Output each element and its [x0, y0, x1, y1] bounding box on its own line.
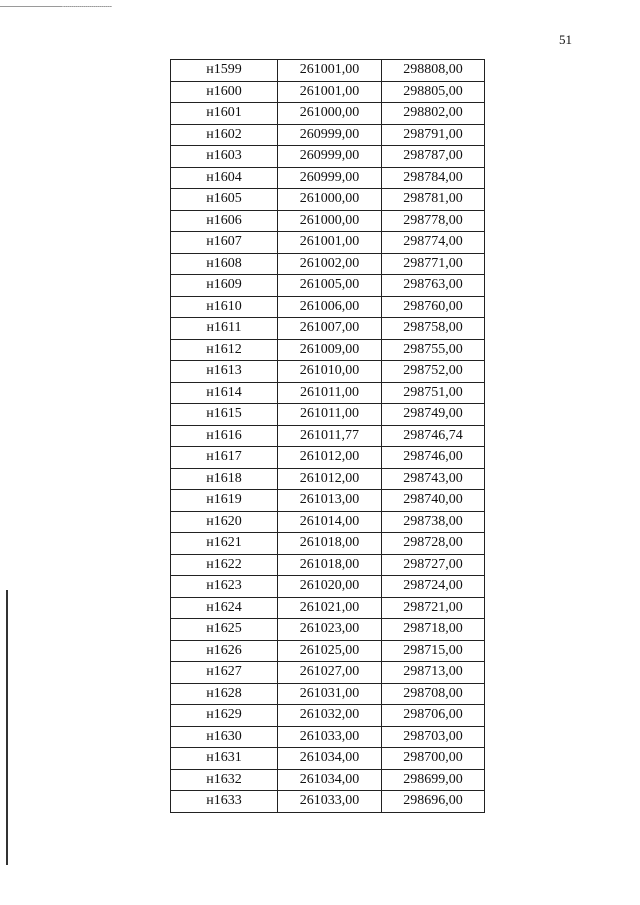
scan-artifact-left-edge	[6, 590, 8, 865]
x-coordinate-cell: 261021,00	[278, 597, 382, 619]
point-id-cell: н1626	[171, 640, 278, 662]
x-coordinate-cell: 261034,00	[278, 769, 382, 791]
point-id-cell: н1613	[171, 361, 278, 383]
point-id-cell: н1621	[171, 533, 278, 555]
x-coordinate-cell: 261018,00	[278, 554, 382, 576]
point-id-cell: н1619	[171, 490, 278, 512]
x-coordinate-cell: 261014,00	[278, 511, 382, 533]
x-coordinate-cell: 261023,00	[278, 619, 382, 641]
point-id-cell: н1620	[171, 511, 278, 533]
x-coordinate-cell: 261002,00	[278, 253, 382, 275]
x-coordinate-cell: 261011,00	[278, 382, 382, 404]
y-coordinate-cell: 298791,00	[382, 124, 485, 146]
table-row	[171, 60, 485, 82]
x-coordinate-cell: 261012,00	[278, 447, 382, 469]
y-coordinate-cell: 298738,00	[382, 511, 485, 533]
x-coordinate-cell: 261006,00	[278, 296, 382, 318]
y-coordinate-cell: 298771,00	[382, 253, 485, 275]
table-row	[171, 339, 485, 361]
y-coordinate-cell: 298808,00	[382, 60, 485, 82]
y-coordinate-cell: 298802,00	[382, 103, 485, 125]
y-coordinate-cell: 298699,00	[382, 769, 485, 791]
x-coordinate-cell: 261032,00	[278, 705, 382, 727]
coordinates-table	[170, 59, 485, 813]
y-coordinate-cell: 298696,00	[382, 791, 485, 813]
point-id-cell: н1611	[171, 318, 278, 340]
x-coordinate-cell: 261020,00	[278, 576, 382, 598]
point-id-cell: н1615	[171, 404, 278, 426]
x-coordinate-cell: 261001,00	[278, 81, 382, 103]
x-coordinate-cell: 261033,00	[278, 726, 382, 748]
y-coordinate-cell: 298755,00	[382, 339, 485, 361]
table-row	[171, 124, 485, 146]
table-row	[171, 619, 485, 641]
table-row	[171, 253, 485, 275]
y-coordinate-cell: 298728,00	[382, 533, 485, 555]
table-row	[171, 210, 485, 232]
y-coordinate-cell: 298700,00	[382, 748, 485, 770]
point-id-cell: н1630	[171, 726, 278, 748]
table-row	[171, 447, 485, 469]
table-row	[171, 748, 485, 770]
point-id-cell: н1599	[171, 60, 278, 82]
table-row	[171, 425, 485, 447]
table-row	[171, 275, 485, 297]
table-row	[171, 554, 485, 576]
point-id-cell: н1617	[171, 447, 278, 469]
y-coordinate-cell: 298763,00	[382, 275, 485, 297]
x-coordinate-cell: 260999,00	[278, 146, 382, 168]
y-coordinate-cell: 298778,00	[382, 210, 485, 232]
table-row	[171, 232, 485, 254]
y-coordinate-cell: 298743,00	[382, 468, 485, 490]
point-id-cell: н1614	[171, 382, 278, 404]
y-coordinate-cell: 298787,00	[382, 146, 485, 168]
x-coordinate-cell: 260999,00	[278, 167, 382, 189]
table-row	[171, 146, 485, 168]
x-coordinate-cell: 261011,00	[278, 404, 382, 426]
table-row	[171, 103, 485, 125]
x-coordinate-cell: 261013,00	[278, 490, 382, 512]
table-row	[171, 705, 485, 727]
y-coordinate-cell: 298760,00	[382, 296, 485, 318]
y-coordinate-cell: 298746,00	[382, 447, 485, 469]
point-id-cell: н1627	[171, 662, 278, 684]
x-coordinate-cell: 261010,00	[278, 361, 382, 383]
table-row	[171, 81, 485, 103]
point-id-cell: н1629	[171, 705, 278, 727]
x-coordinate-cell: 261000,00	[278, 103, 382, 125]
x-coordinate-cell: 261018,00	[278, 533, 382, 555]
table-row	[171, 382, 485, 404]
y-coordinate-cell: 298751,00	[382, 382, 485, 404]
x-coordinate-cell: 260999,00	[278, 124, 382, 146]
table-row	[171, 640, 485, 662]
point-id-cell: н1610	[171, 296, 278, 318]
y-coordinate-cell: 298740,00	[382, 490, 485, 512]
x-coordinate-cell: 261025,00	[278, 640, 382, 662]
point-id-cell: н1608	[171, 253, 278, 275]
x-coordinate-cell: 261031,00	[278, 683, 382, 705]
point-id-cell: н1623	[171, 576, 278, 598]
x-coordinate-cell: 261005,00	[278, 275, 382, 297]
table-row	[171, 189, 485, 211]
table-row	[171, 533, 485, 555]
point-id-cell: н1624	[171, 597, 278, 619]
table-row	[171, 404, 485, 426]
y-coordinate-cell: 298703,00	[382, 726, 485, 748]
x-coordinate-cell: 261000,00	[278, 189, 382, 211]
x-coordinate-cell: 261009,00	[278, 339, 382, 361]
table-row	[171, 167, 485, 189]
point-id-cell: н1618	[171, 468, 278, 490]
y-coordinate-cell: 298805,00	[382, 81, 485, 103]
y-coordinate-cell: 298724,00	[382, 576, 485, 598]
table-row	[171, 490, 485, 512]
x-coordinate-cell: 261001,00	[278, 232, 382, 254]
table-row	[171, 791, 485, 813]
y-coordinate-cell: 298715,00	[382, 640, 485, 662]
y-coordinate-cell: 298746,74	[382, 425, 485, 447]
y-coordinate-cell: 298781,00	[382, 189, 485, 211]
x-coordinate-cell: 261033,00	[278, 791, 382, 813]
x-coordinate-cell: 261011,77	[278, 425, 382, 447]
table-row	[171, 662, 485, 684]
point-id-cell: н1605	[171, 189, 278, 211]
y-coordinate-cell: 298708,00	[382, 683, 485, 705]
table-row	[171, 576, 485, 598]
point-id-cell: н1633	[171, 791, 278, 813]
point-id-cell: н1625	[171, 619, 278, 641]
y-coordinate-cell: 298721,00	[382, 597, 485, 619]
y-coordinate-cell: 298713,00	[382, 662, 485, 684]
y-coordinate-cell: 298752,00	[382, 361, 485, 383]
scan-artifact-top-dotted	[62, 6, 112, 7]
point-id-cell: н1631	[171, 748, 278, 770]
y-coordinate-cell: 298727,00	[382, 554, 485, 576]
point-id-cell: н1628	[171, 683, 278, 705]
y-coordinate-cell: 298706,00	[382, 705, 485, 727]
x-coordinate-cell: 261034,00	[278, 748, 382, 770]
point-id-cell: н1612	[171, 339, 278, 361]
x-coordinate-cell: 261027,00	[278, 662, 382, 684]
point-id-cell: н1607	[171, 232, 278, 254]
table-row	[171, 597, 485, 619]
point-id-cell: н1602	[171, 124, 278, 146]
point-id-cell: н1632	[171, 769, 278, 791]
table-row	[171, 769, 485, 791]
point-id-cell: н1604	[171, 167, 278, 189]
point-id-cell: н1609	[171, 275, 278, 297]
x-coordinate-cell: 261001,00	[278, 60, 382, 82]
point-id-cell: н1622	[171, 554, 278, 576]
x-coordinate-cell: 261000,00	[278, 210, 382, 232]
point-id-cell: н1601	[171, 103, 278, 125]
table-row	[171, 361, 485, 383]
table-row	[171, 468, 485, 490]
point-id-cell: н1603	[171, 146, 278, 168]
y-coordinate-cell: 298784,00	[382, 167, 485, 189]
y-coordinate-cell: 298758,00	[382, 318, 485, 340]
table-row	[171, 726, 485, 748]
y-coordinate-cell: 298718,00	[382, 619, 485, 641]
table-row	[171, 296, 485, 318]
coordinates-table-body	[171, 60, 485, 813]
x-coordinate-cell: 261007,00	[278, 318, 382, 340]
point-id-cell: н1606	[171, 210, 278, 232]
y-coordinate-cell: 298774,00	[382, 232, 485, 254]
table-row	[171, 511, 485, 533]
point-id-cell: н1600	[171, 81, 278, 103]
y-coordinate-cell: 298749,00	[382, 404, 485, 426]
point-id-cell: н1616	[171, 425, 278, 447]
table-row	[171, 318, 485, 340]
table-row	[171, 683, 485, 705]
x-coordinate-cell: 261012,00	[278, 468, 382, 490]
page-number: 51	[559, 32, 572, 47]
